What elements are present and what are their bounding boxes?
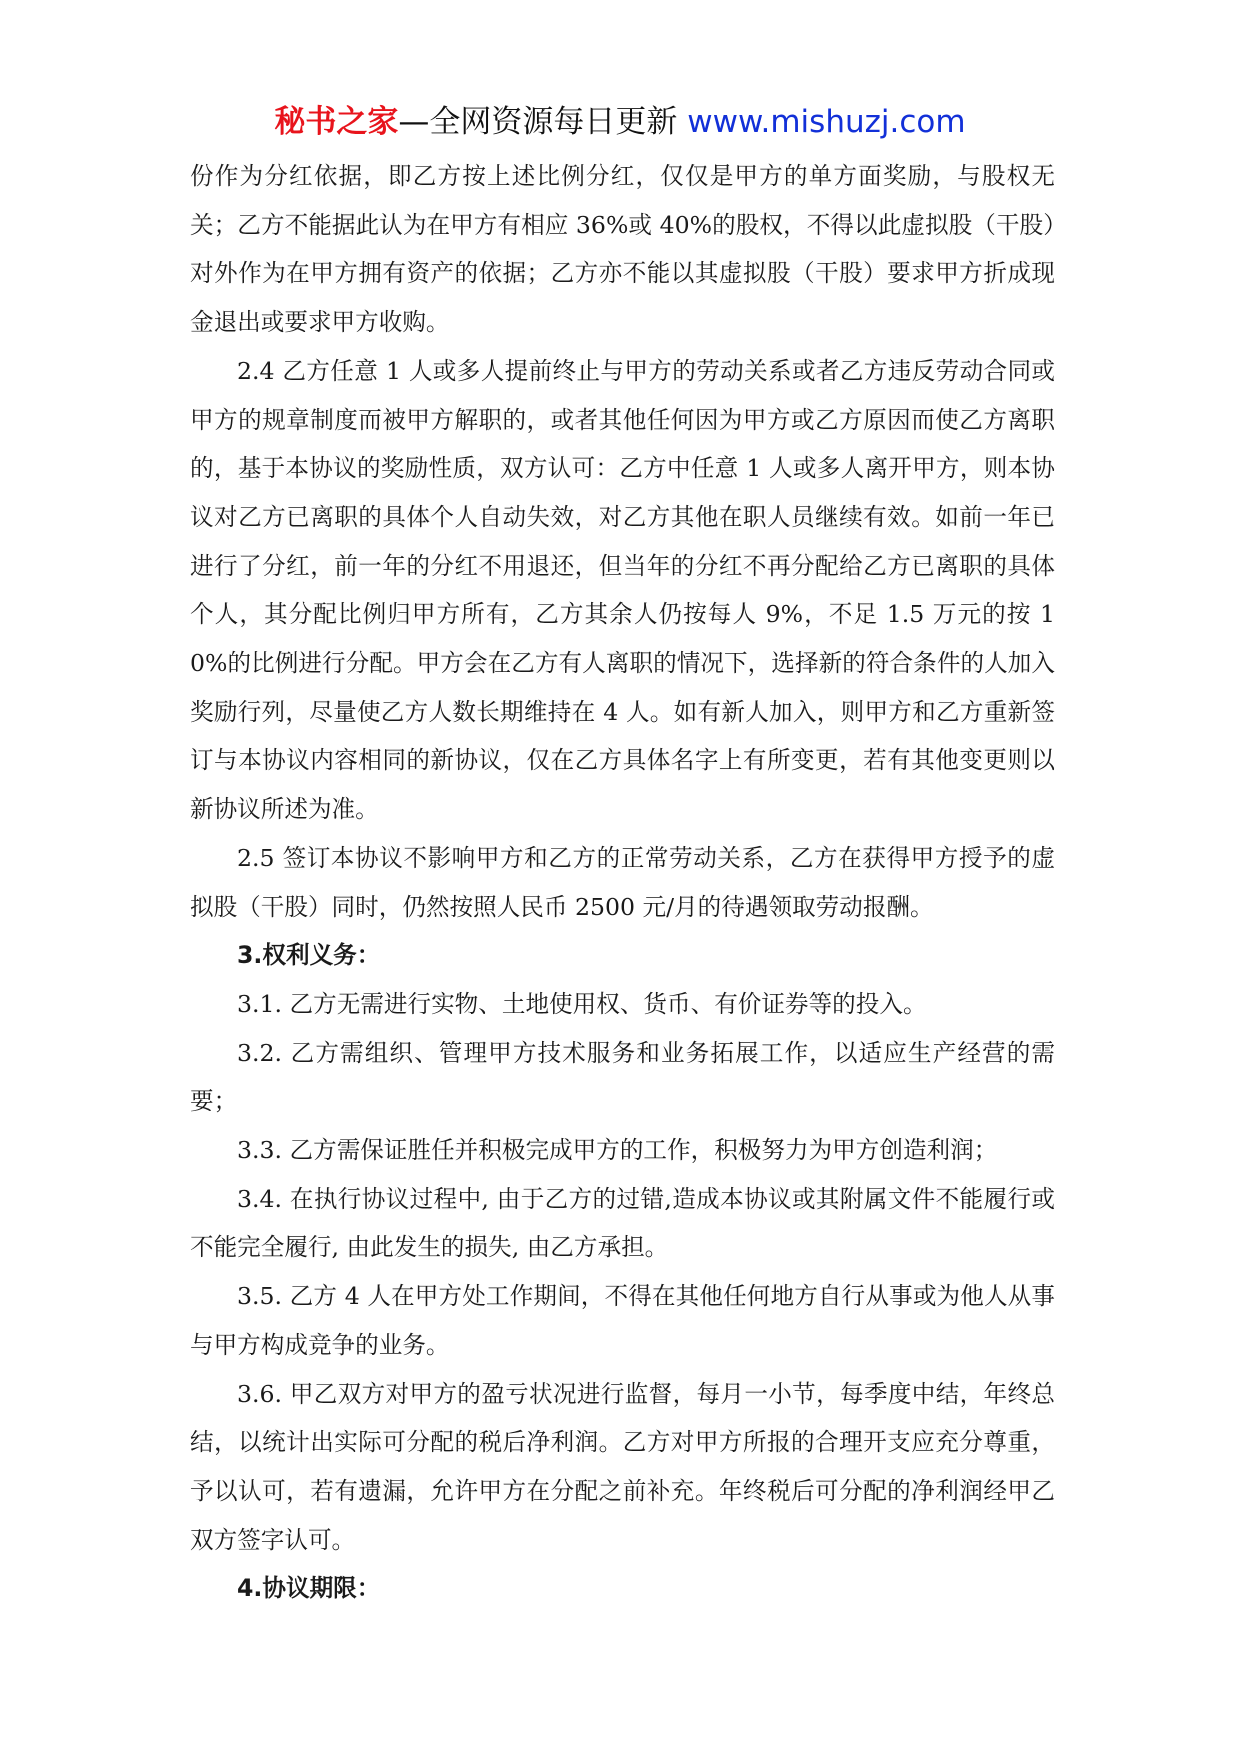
document-body bbox=[190, 152, 1055, 1613]
clause-2-4: 2.4 乙方任意 1 人或多人提前终止与甲方的劳动关系或者乙方违反劳动合同或甲方的规章制度而被甲方解职的，或者其他任何因为甲方或乙方原因而使乙方离职的，基于本协议的奖励性质，双方认可：乙方中任意 1 人或多人离开甲方，则本协议对乙方已离职的具体个人自动失效，对乙方其他在职人员继续有效。如前一年已进行了分红，前一年的分红不用退还，但当年的分红不再分配给乙方已离职的具体个人，其分配比例归甲方所有，乙方其余人仍按每人 9%，不足 1.5 万元的按 10%的比例进行分配。甲方会在乙方有人离职的情况下，选择新的符合条件的人加入奖励行列，尽量使乙方人数长期维持在 4 人。如有新人加入，则甲方和乙方重新签订与本协议内容相同的新协议，仅在乙方具体名字上有所变更，若有其他变更则以新协议所述为准。 bbox=[190, 356, 1055, 824]
section-heading-rights-obligations: 3.权利义务： bbox=[237, 941, 381, 970]
clause-3-2: 3.2. 乙方需组织、管理甲方技术服务和业务拓展工作，以适应生产经营的需要； bbox=[190, 1038, 1055, 1116]
paragraph-continuation: 份作为分红依据，即乙方按上述比例分红，仅仅是甲方的单方面奖励，与股权无关；乙方不能据此认为在甲方有相应 36%或 40%的股权，不得以此虚拟股（干股）对外作为在甲方拥有资产的依据；乙方亦不能以其虚拟股（干股）要求甲方折成现金退出或要求甲方收购。 bbox=[190, 162, 1055, 337]
clause-2-5: 2.5 签订本协议不影响甲方和乙方的正常劳动关系，乙方在获得甲方授予的虚拟股（干股）同时，仍然按照人民币 2500 元/月的待遇领取劳动报酬。 bbox=[190, 843, 1055, 921]
clause-3-1: 3.1. 乙方无需进行实物、土地使用权、货币、有价证券等的投入。 bbox=[237, 989, 927, 1018]
clause-3-4: 3.4. 在执行协议过程中, 由于乙方的过错,造成本协议或其附属文件不能履行或不能完全履行, 由此发生的损失, 由乙方承担。 bbox=[190, 1184, 1055, 1262]
site-header bbox=[0, 100, 1240, 144]
clause-3-5: 3.5. 乙方 4 人在甲方处工作期间，不得在其他任何地方自行从事或为他人从事与甲方构成竞争的业务。 bbox=[190, 1282, 1055, 1359]
clause-3-3: 3.3. 乙方需保证胜任并积极完成甲方的工作，积极努力为甲方创造利润； bbox=[237, 1136, 998, 1165]
site-slogan: —全网资源每日更新 bbox=[398, 104, 688, 140]
clause-3-6: 3.6. 甲乙双方对甲方的盈亏状况进行监督，每月一小节，每季度中结，年终总结，以统计出实际可分配的税后净利润。乙方对甲方所报的合理开支应充分尊重，予以认可，若有遗漏，允许甲方在分配之前补充。年终税后可分配的净利润经甲乙双方签字认可。 bbox=[190, 1379, 1055, 1554]
section-heading-agreement-term: 4.协议期限： bbox=[237, 1574, 381, 1603]
site-url-link[interactable]: www.mishuzj.com bbox=[687, 104, 966, 140]
site-brand: 秘书之家 bbox=[274, 104, 399, 140]
